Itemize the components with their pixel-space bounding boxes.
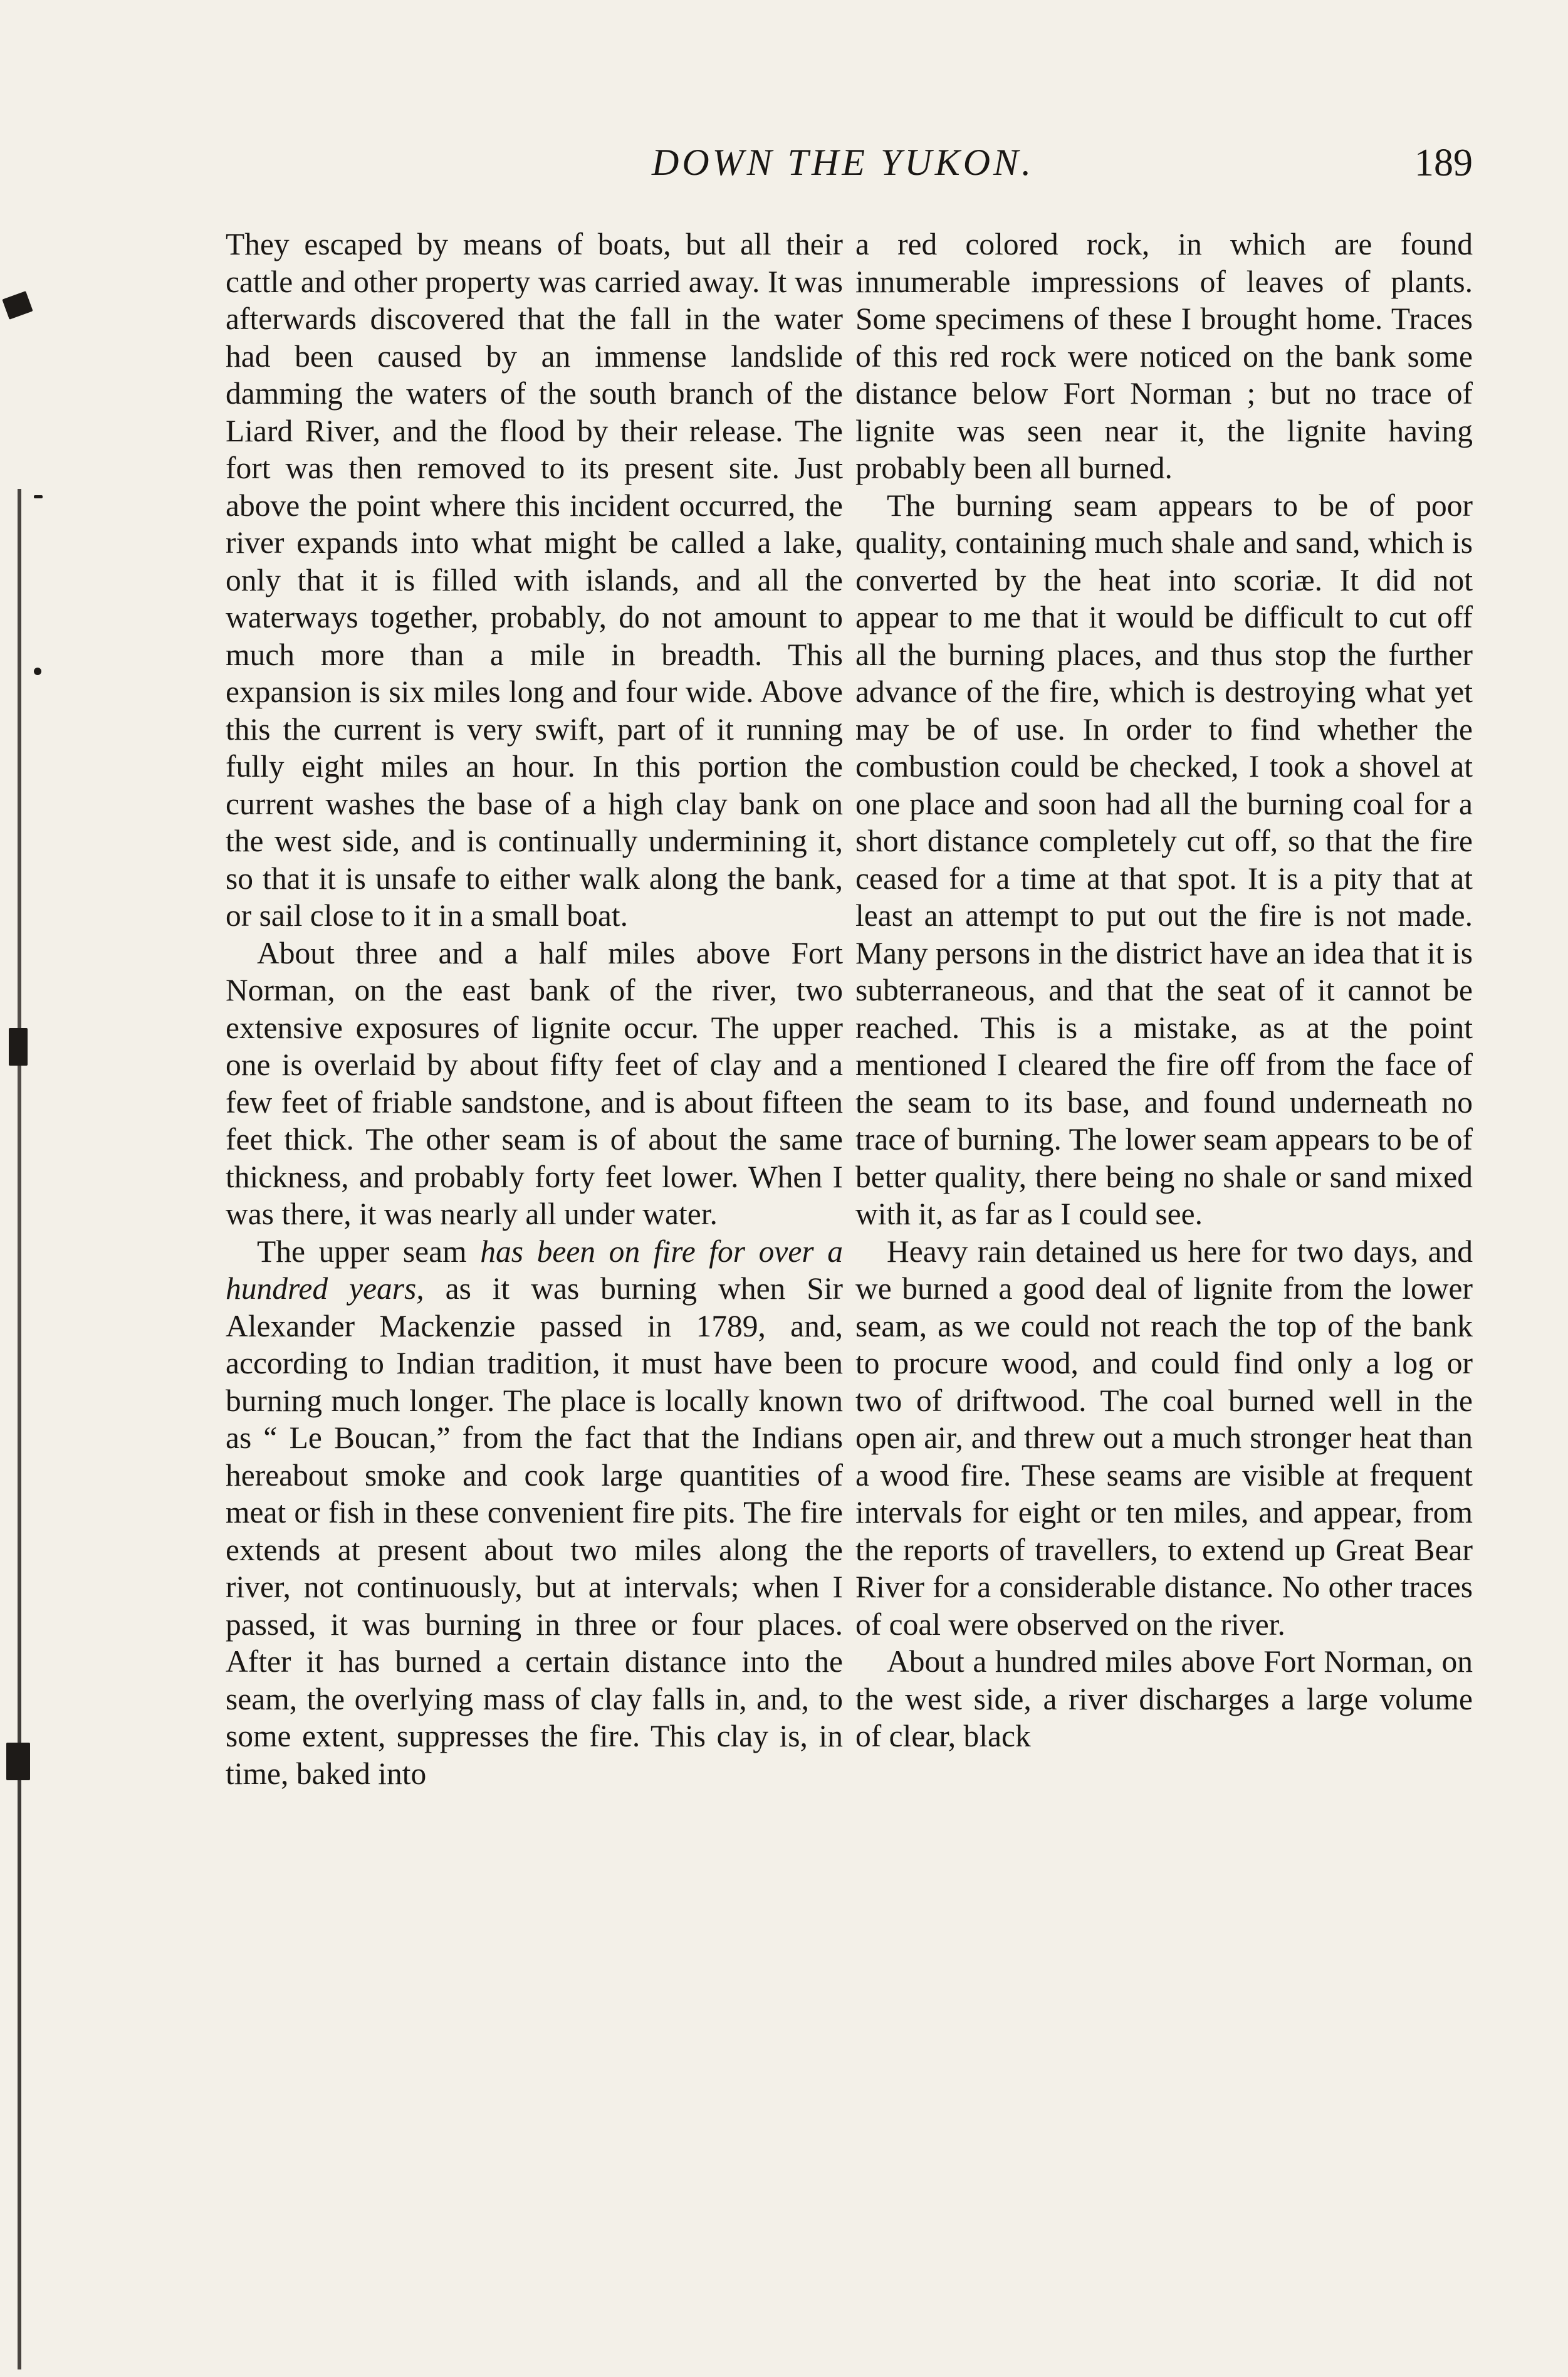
binding-mark [34,668,41,675]
paragraph: a red colored rock, in which are found innumerable impressions of leaves of plants. Some specimens of these I brought home. Traces of this red rock were noticed on the bank some distance below Fort Norman ; but no trace of lignite was seen near it, the lignite having probably been all burned. [855,227,1473,485]
paragraph: About three and a half miles above Fort Norman, on the east bank of the river, two extensive exposures of lignite occur. The upper one is overlaid by about fifty feet of clay and a few feet of friable sandstone, and is about fifteen feet thick. The other seam is of about the same thickness, and probably forty feet lower. When I was there, it was nearly all under water. [226,935,843,1231]
binding-mark [9,1028,28,1066]
binding-mark [34,495,43,498]
binding-edge-line [18,489,21,2369]
binding-gutter [0,0,75,2377]
paragraph [226,1233,843,1793]
paragraph: They escaped by means of boats, but all their cattle and other property was carried away. It was afterwards discovered that the fall in the water had been caused by an immense landslide damming the waters of the south branch of the Liard River, and the flood by their release. The fort was then removed to its present site. Just above the point where this incident occurred, the river expands into what might be called a lake, only that it is filled with islands, and all the waterways together, probably, do not amount to much more than a mile in breadth. This expansion is six miles long and four wide. Above this the current is very swift, part of it running fully eight miles an hour. In this portion the current washes the base of a high clay bank on the west side, and is continually undermining it, so that it is unsafe to either walk along the bank, or sail close to it in a small boat. [226,227,843,933]
running-title: DOWN THE YUKON. [652,142,1035,183]
text-run: The upper seam [257,1234,481,1269]
paragraph: Heavy rain detained us here for two days, and we burned a good deal of lignite from the lower seam, as we could not reach the top of the bank to procure wood, and could find only a log or two of driftwood. The coal burned well in the open air, and threw out a much stronger heat than a wood fire. These seams are visible at frequent intervals for eight or ten miles, and appear, from the reports of travellers, to extend up Great Bear River for a considerable distance. No other traces of coal were observed on the river. [855,1234,1473,1642]
binding-mark [6,1743,30,1780]
text-run: as it was burning when Sir Alexander Mackenzie passed in 1789, and, according to Indian tradition, it must have been burning much longer. The place is locally known as “ Le Boucan,” from the fact that the Indians hereabout smoke and cook large quantities of meat or fish in these convenient fire pits. The fire extends at present about two miles along the river, not continuously, but at intervals; when I passed, it was burning in three or four places. After it has burned a certain distance into the seam, the overlying mass of clay falls in, and, to some extent, suppresses the fire. This clay is, in time, baked into [226,1271,843,1791]
paragraph: About a hundred miles above Fort Norman, on the west side, a river discharges a large volume of clear, black [855,1644,1473,1753]
page-number: 189 [1414,142,1473,184]
paragraph: The burning seam appears to be of poor quality, containing much shale and sand, which is converted by the heat into scoriæ. It did not appear to me that it would be difficult to cut off all the burning places, and thus stop the further advance of the fire, which is destroying what yet may be of use. In order to find whether the combustion could be checked, I took a shovel at one place and soon had all the burning coal for a short distance completely cut off, so that the fire ceased for a time at that spot. It is a pity that at least an attempt to put out the fire is not made. Many persons in the district have an idea that it is subterraneous, and that the seat of it cannot be reached. This is a mistake, as at the point mentioned I cleared the fire off from the face of the seam to its base, and found underneath no trace of burning. The lower seam appears to be of better quality, there being no shale or sand mixed with it, as far as I could see. [855,488,1473,1231]
page-header [226,141,1473,197]
binding-mark [2,291,33,320]
left-column [226,226,843,1792]
right-column [855,226,1473,1755]
italic-text-run: has been on fire for over a hundred years, [226,1234,843,1306]
